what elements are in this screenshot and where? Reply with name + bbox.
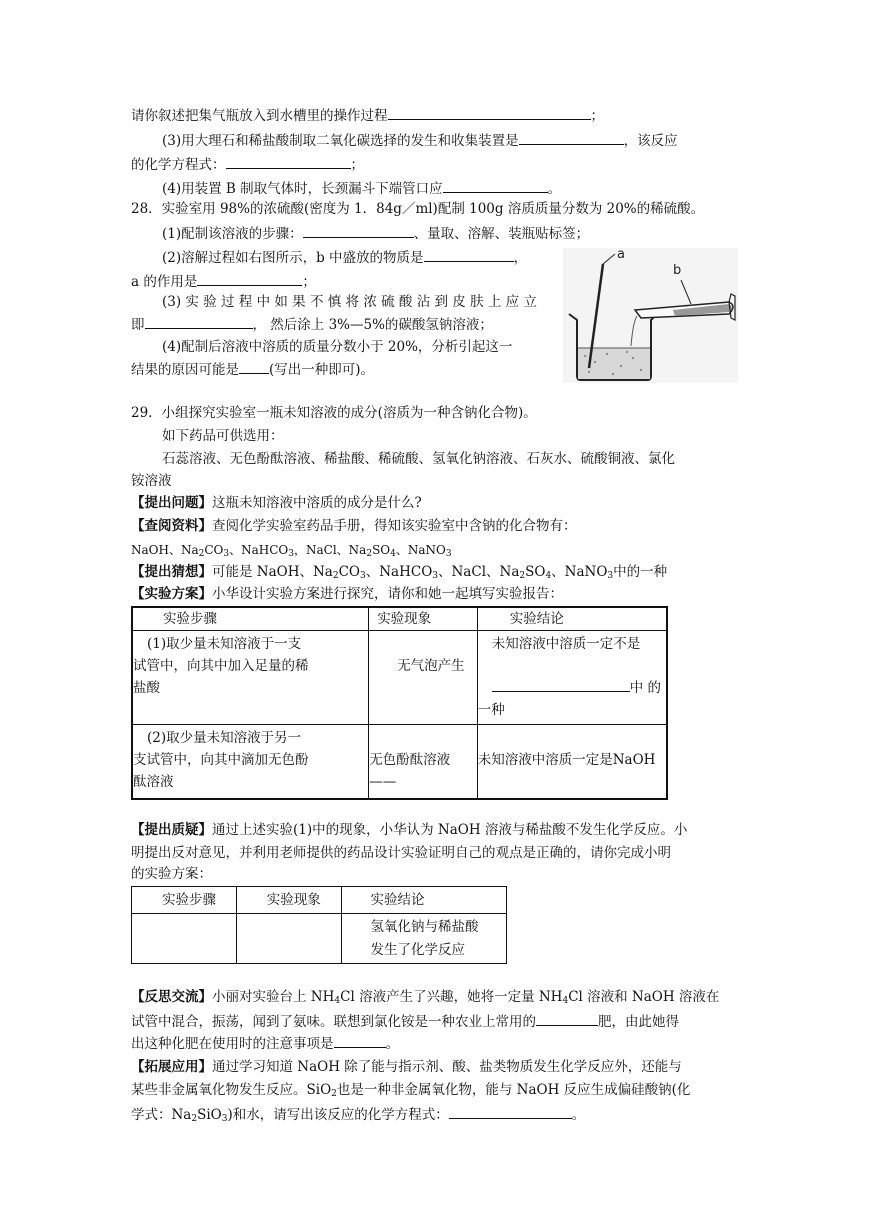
experiment-plan: 【实验方案】小华设计实验方案进行探究，请你和她一起填写实验报告： [131, 586, 563, 602]
answer-blank[interactable] [239, 360, 269, 374]
xiaoming-plan-table [131, 886, 507, 964]
question-28-4: (4)配制后溶液中溶质的质量分数小于 20%，分析引起这一 [162, 339, 513, 355]
header-steps: 实验步骤 [132, 607, 369, 631]
question-28-3-cont: 即 ， 然后涂上 3%—5%的碳酸氢钠溶液； [131, 317, 493, 333]
extended-application-cont-2: 学式：$Na_2SiO_3$)和水，请写出该反应的化学方程式： 。 [131, 1107, 586, 1124]
consult-data: 【查阅资料】查阅化学实验室药品手册，得知该实验室中含钠的化合物有： [131, 518, 577, 534]
question-28-2-cont: a 的作用是 ； [131, 274, 316, 290]
answer-blank[interactable] [424, 248, 514, 262]
answer-blank[interactable] [492, 678, 630, 692]
header-conclusion: 实验结论 [477, 607, 667, 631]
answer-blank[interactable] [388, 106, 591, 120]
answer-blank[interactable] [449, 1105, 572, 1119]
conclusion-cell: 氢氧化钠与稀盐酸 发生了化学反应 [342, 914, 507, 964]
reflection-cont: 试管中混合，振荡，闻到了氨味。联想到氯化铵是一种农业上常用的 肥，由此她得 [131, 1014, 679, 1030]
drugs-list: 石蕊溶液、无色酚酞溶液、稀盐酸、稀硫酸、氢氧化钠溶液、石灰水、硫酸铜液、氯化 [162, 451, 675, 467]
conclusion-1-cell: 未知溶液中溶质一定不是 中 的 一种 [477, 631, 667, 725]
phenomenon-2-cell: 无色酚酞溶液—— [369, 725, 478, 799]
question-3: (3)用大理石和稀盐酸制取二氧化碳选择的发生和收集装置是 ，该反应 [162, 133, 678, 149]
steps-answer-cell[interactable] [132, 914, 237, 964]
answer-blank[interactable] [443, 179, 548, 193]
question-3-cont: 的化学方程式： ； [131, 157, 364, 173]
step-1-cell: (1)取少量未知溶液于一支 试管中，向其中加入足量的稀 盐酸 [132, 631, 369, 725]
reflection: 【反思交流】小丽对实验台上 $NH_4Cl$ 溶液产生了兴趣，她将一定量 $NH_4Cl$ 溶液和 NaOH 溶液在 [131, 989, 720, 1006]
raise-doubt-cont-2: 的实验方案： [131, 866, 212, 882]
answer-blank[interactable] [334, 1034, 386, 1048]
sodium-compounds: NaOH、$Na_2CO_3$、NaHCO$_3$，NaCl、$Na_2SO_4$、NaNO$_3$ [131, 543, 452, 559]
header-conclusion: 实验结论 [342, 887, 507, 914]
answer-blank[interactable] [226, 155, 351, 169]
question-28-3: (3) 实 验 过 程 中 如 果 不 慎 将 浓 硫 酸 沾 到 皮 肤 上 应 立 [162, 294, 537, 310]
label-a: a [617, 248, 625, 262]
question-28-2: (2)溶解过程如右图所示，b 中盛放的物质是 ， [162, 250, 528, 266]
header-phenomenon: 实验现象 [236, 887, 342, 914]
reflection-cont-2: 出这种化肥在使用时的注意事项是 。 [131, 1036, 399, 1052]
phenomenon-answer-cell[interactable] [236, 914, 342, 964]
conclusion-2-cell: 未知溶液中溶质一定是NaOH [477, 725, 667, 799]
question-28-1: (1)配制该溶液的步骤： 、量取、溶解、装瓶贴标签； [162, 226, 590, 242]
answer-blank[interactable] [197, 272, 302, 286]
answer-blank[interactable] [145, 315, 253, 329]
header-steps: 实验步骤 [132, 887, 237, 914]
step-2-cell: (2)取少量未知溶液于另一 支试管中，向其中滴加无色酚 酞溶液 [132, 725, 369, 799]
drugs-list-cont: 铵溶液 [131, 473, 172, 489]
answer-blank[interactable] [536, 1012, 598, 1026]
raise-question: 【提出问题】这瓶未知溶液中溶质的成分是什么? [131, 495, 422, 511]
label-b: b [673, 263, 682, 278]
answer-blank[interactable] [303, 224, 414, 238]
extended-application-cont: 某些非金属氧化物发生反应。SiO$_2$也是一种非金属氧化物，能与 NaOH 反应生成偏硅酸钠(化 [131, 1082, 691, 1099]
hypothesis: 【提出猜想】可能是 NaOH、$Na_2CO_3$、NaHCO$_3$、NaCl、$Na_2SO_4$、NaNO$_3$中的一种 [131, 564, 668, 581]
paragraph-1: 请你叙述把集气瓶放入到水槽里的操作过程 ； [131, 108, 604, 124]
raise-doubt-cont: 明提出反对意见，并利用老师提供的药品设计实验证明自己的观点是正确的，请你完成小明 [131, 845, 671, 861]
dissolving-apparatus-figure [563, 248, 738, 383]
extended-application: 【拓展应用】通过学习知道 NaOH 除了能与指示剂、酸、盐类物质发生化学反应外，还能与 [131, 1059, 682, 1075]
question-4: (4)用装置 B 制取气体时，长颈漏斗下端管口应 。 [162, 181, 562, 197]
question-28-4-cont: 结果的原因可能是 (写出一种即可)。 [131, 362, 375, 378]
question-29: 29．小组探究实验室一瓶未知溶液的成分(溶质为一种含钠化合物)。 [131, 405, 537, 421]
question-28: 28．实验室用 98%的浓硫酸(密度为 1．84g／ml)配制 100g 溶质质量分数为 20%的稀硫酸。 [131, 201, 705, 217]
header-phenomenon: 实验现象 [369, 607, 478, 631]
experiment-report-table [131, 606, 668, 800]
drugs-intro: 如下药品可供选用： [162, 428, 284, 444]
raise-doubt: 【提出质疑】通过上述实验(1)中的现象，小华认为 NaOH 溶液与稀盐酸不发生化学反应。小 [131, 822, 688, 838]
answer-blank[interactable] [519, 131, 624, 145]
phenomenon-1-cell: 无气泡产生 [369, 631, 478, 725]
